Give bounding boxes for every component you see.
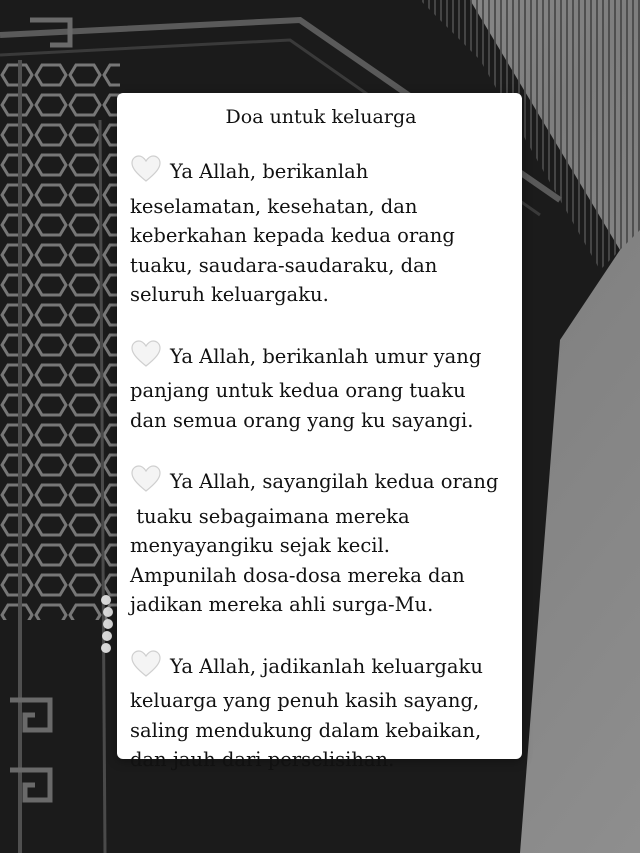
white-heart-icon <box>130 155 162 192</box>
prayer-line: saling mendukung dalam kebaikan, <box>130 718 482 742</box>
prayer-line: Ya Allah, sayangilah kedua orang <box>130 465 512 502</box>
prayer-line: Ya Allah, berikanlah <box>130 155 512 192</box>
prayer-line: keselamatan, kesehatan, dan <box>130 194 418 218</box>
prayer-line: Ampunilah dosa-dosa mereka dan <box>130 563 465 587</box>
prayer-line: keluarga yang penuh kasih sayang, <box>130 689 480 712</box>
prayer-line: menyayangiku sejak kecil. <box>130 534 390 557</box>
white-heart-icon <box>130 650 162 687</box>
prayer-line: keberkahan kepada kedua orang <box>130 224 455 247</box>
prayer-line: tuaku sebagaimana mereka <box>130 504 410 528</box>
prayer-line: dan jauh dari perselisihan. <box>130 748 395 771</box>
prayer-line: Ya Allah, berikanlah umur yang <box>130 340 512 377</box>
white-heart-icon <box>130 465 162 502</box>
prayer-line: tuaku, saudara-saudaraku, dan <box>130 253 438 277</box>
prayer-paragraph-1 <box>130 155 512 310</box>
prayer-line: seluruh keluargaku. <box>130 283 329 306</box>
prayer-line: dan semua orang yang ku sayangi. <box>130 408 474 432</box>
prayer-line: jadikan mereka ahli surga-Mu. <box>130 593 434 616</box>
white-heart-icon <box>130 340 162 377</box>
prayer-line: Ya Allah, jadikanlah keluargaku <box>130 650 512 687</box>
prayer-paragraph-2 <box>130 340 512 436</box>
card-title: Doa untuk keluarga <box>225 106 417 128</box>
prayer-paragraph-4 <box>130 650 512 775</box>
prayer-paragraph-3 <box>130 465 512 620</box>
prayer-card <box>117 93 522 771</box>
prayer-line: panjang untuk kedua orang tuaku <box>130 379 466 402</box>
